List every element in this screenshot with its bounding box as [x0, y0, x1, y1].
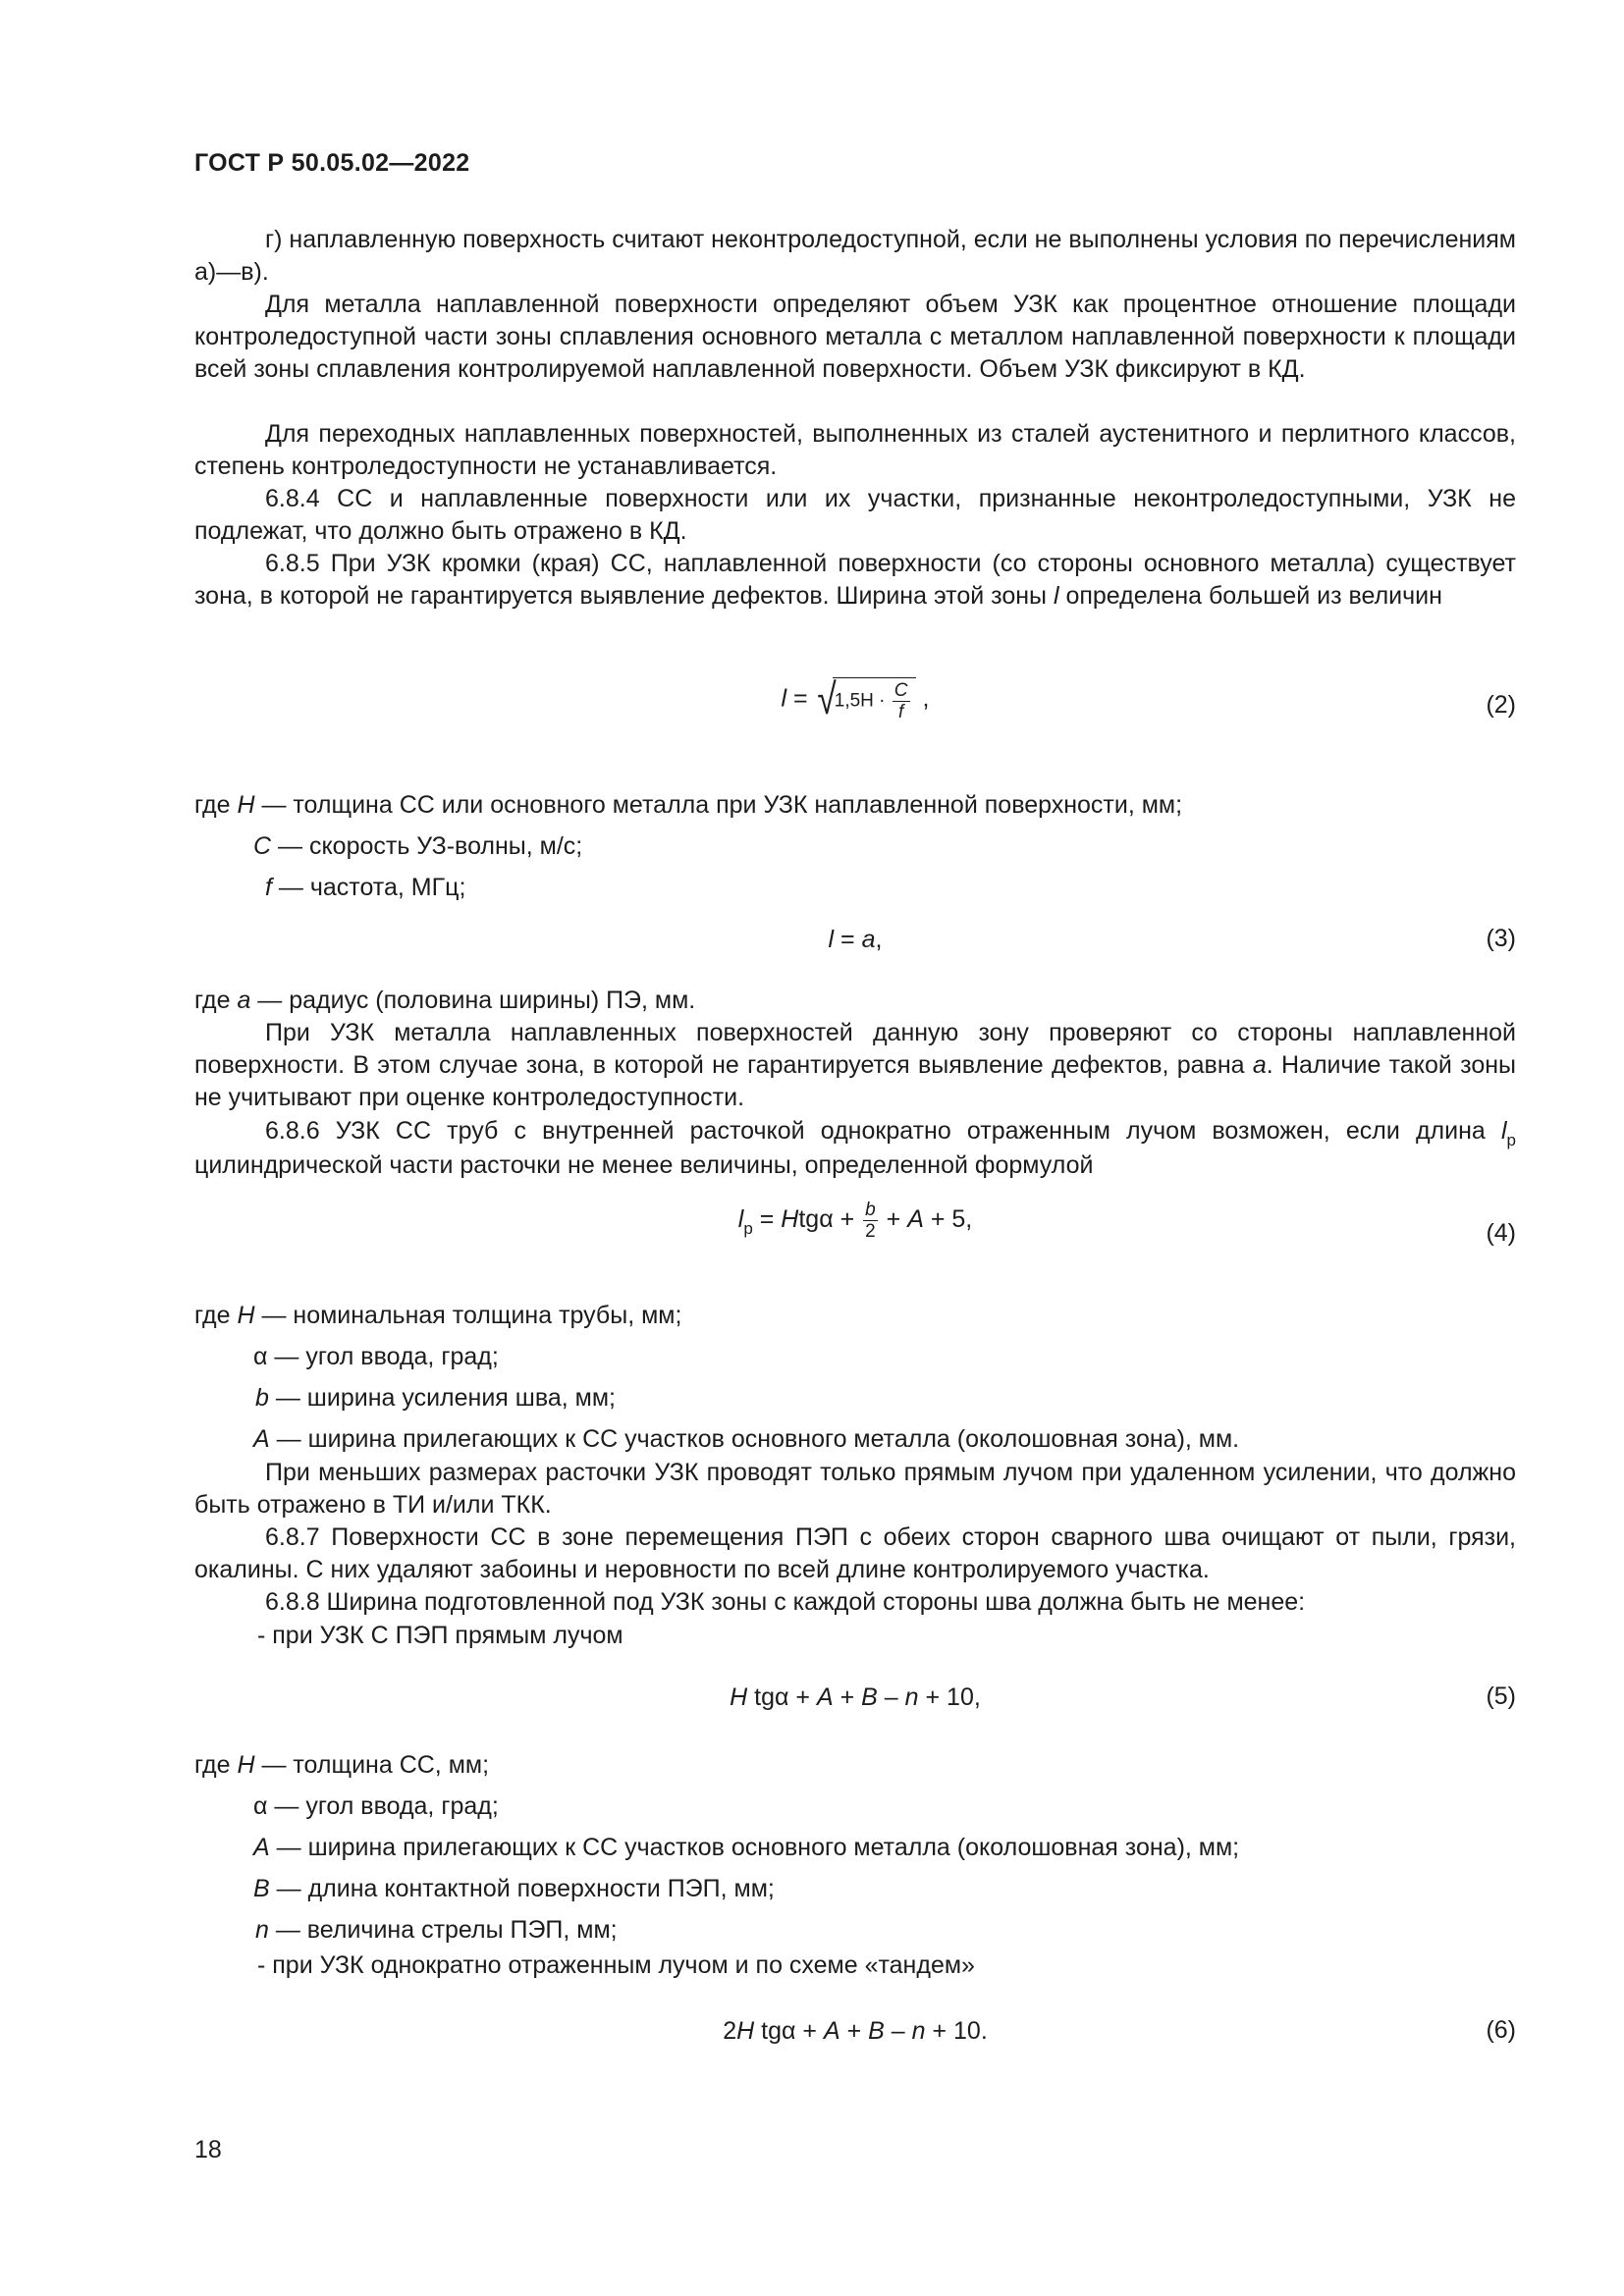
paragraph-surfacing-volume: Для металла наплавленной поверхности определяют объем УЗК как процентное отношение площади контроледоступной части зоны сплавления основного металла с металлом наплавленной поверхности к площади всей зоны сплавления контролируемой наплавленной поверхности. Объем УЗК фиксируют в КД.: [194, 291, 1516, 383]
definition-C: C — скорость УЗ-волны, м/с;: [253, 832, 583, 860]
paragraph-6-8-8: 6.8.8 Ширина подготовленной под УЗК зоны с каждой стороны шва должна быть не менее:: [265, 1588, 1306, 1616]
definition-alpha: α — угол ввода, град;: [253, 1343, 499, 1370]
definition-H-3: где H — толщина СС, мм;: [194, 1751, 490, 1779]
definition-H: где H — толщина СС или основного металла при УЗК наплавленной поверхности, мм;: [194, 791, 1183, 819]
formula-4: [194, 1200, 1516, 1258]
formula-6: [194, 2014, 1516, 2073]
bullet-tandem: - при УЗК однократно отраженным лучом и по схеме «тандем»: [257, 1951, 975, 1979]
equation-number-3: (3): [1486, 925, 1516, 952]
definition-a: где а — радиус (половина ширины) ПЭ, мм.: [194, 987, 696, 1014]
paragraph-transition-surfaces: Для переходных наплавленных поверхностей, выполненных из сталей аустенитного и перлитного классов, степень контроледоступности не устанавливается.: [194, 420, 1516, 480]
paragraph-6-8-5: 6.8.5 При УЗК кромки (края) СС, наплавленной поверхности (со стороны основного металла) существует зона, в которой не гарантируется выявление дефектов. Ширина этой зоны l определена большей из величин: [194, 550, 1516, 610]
definition-f: f — частота, МГц;: [265, 874, 466, 901]
formula-4-body: $l_р = Htg\alpha$ + $\frac{b}{2}$ + A + 5,: [737, 1200, 973, 1242]
paragraph-g: г) наплавленную поверхность считают неконтроледоступной, если не выполнены условия по перечислениям а)—в).: [194, 226, 1516, 286]
paragraph-6-8-7: 6.8.7 Поверхности СС в зоне перемещения ПЭП с обеих сторон сварного шва очищают от пыли, грязи, окалины. С них удаляют забоины и неровности по всей длине контролируемого участка.: [194, 1523, 1516, 1583]
definition-b: b — ширина усиления шва, мм;: [255, 1384, 616, 1412]
definition-n: n — величина стрелы ПЭП, мм;: [255, 1916, 618, 1944]
formula-5-body: H tgα + A + B – n + 10,: [730, 1683, 981, 1711]
paragraph-smaller-bore: При меньших размерах расточки УЗК проводят только прямым лучом при удаленном усилении, что должно быть отражено в ТИ и/или ТКК.: [194, 1459, 1516, 1519]
definition-H-2: где H — номинальная толщина трубы, мм;: [194, 1302, 682, 1329]
paragraph-surfacing-zone: При УЗК металла наплавленных поверхностей данную зону проверяют со стороны наплавленной поверхности. В этом случае зона, в которой не гарантируется выявление дефектов, равна а. Наличие такой зоны не учитывают при оценке контроледоступности.: [194, 1019, 1516, 1111]
definition-A: A — ширина прилегающих к СС участков основного металла (околошовная зона), мм.: [253, 1425, 1240, 1453]
equation-number-6: (6): [1486, 2016, 1516, 2044]
page-number: 18: [194, 2136, 222, 2163]
equation-number-5: (5): [1486, 1682, 1516, 1710]
paragraph-6-8-4: 6.8.4 СС и наплавленные поверхности или их участки, признанные неконтроледоступными, УЗК не подлежат, что должно быть отражено в КД.: [194, 485, 1516, 545]
formula-2: [194, 677, 1516, 736]
formula-3-body: l = a,: [828, 926, 883, 953]
formula-2-body: l = √1,5H · $\frac{C}{f}$ ,: [781, 675, 930, 723]
sqrt-symbol: √1,5H · $\frac{C}{f}$: [815, 677, 916, 722]
formula-5: [194, 1681, 1516, 1739]
bullet-straight-beam: - при УЗК С ПЭП прямым лучом: [257, 1622, 623, 1649]
definition-alpha-2: α — угол ввода, град;: [253, 1792, 499, 1820]
definition-A-2: A — ширина прилегающих к СС участков основного металла (околошовная зона), мм;: [253, 1834, 1240, 1861]
standard-header: ГОСТ Р 50.05.02—2022: [194, 149, 470, 177]
equation-number-2: (2): [1486, 691, 1516, 719]
definition-B: B — длина контактной поверхности ПЭП, мм;: [253, 1875, 775, 1902]
formula-3: [194, 923, 1516, 982]
paragraph-6-8-6: 6.8.6 УЗК СС труб с внутренней расточкой однократно отраженным лучом возможен, если длина $l_р$ цилиндрической части расточки не менее величины, определенной формулой: [194, 1117, 1516, 1179]
equation-number-4: (4): [1486, 1219, 1516, 1247]
formula-6-body: 2H tgα + A + B – n + 10.: [723, 2017, 988, 2045]
